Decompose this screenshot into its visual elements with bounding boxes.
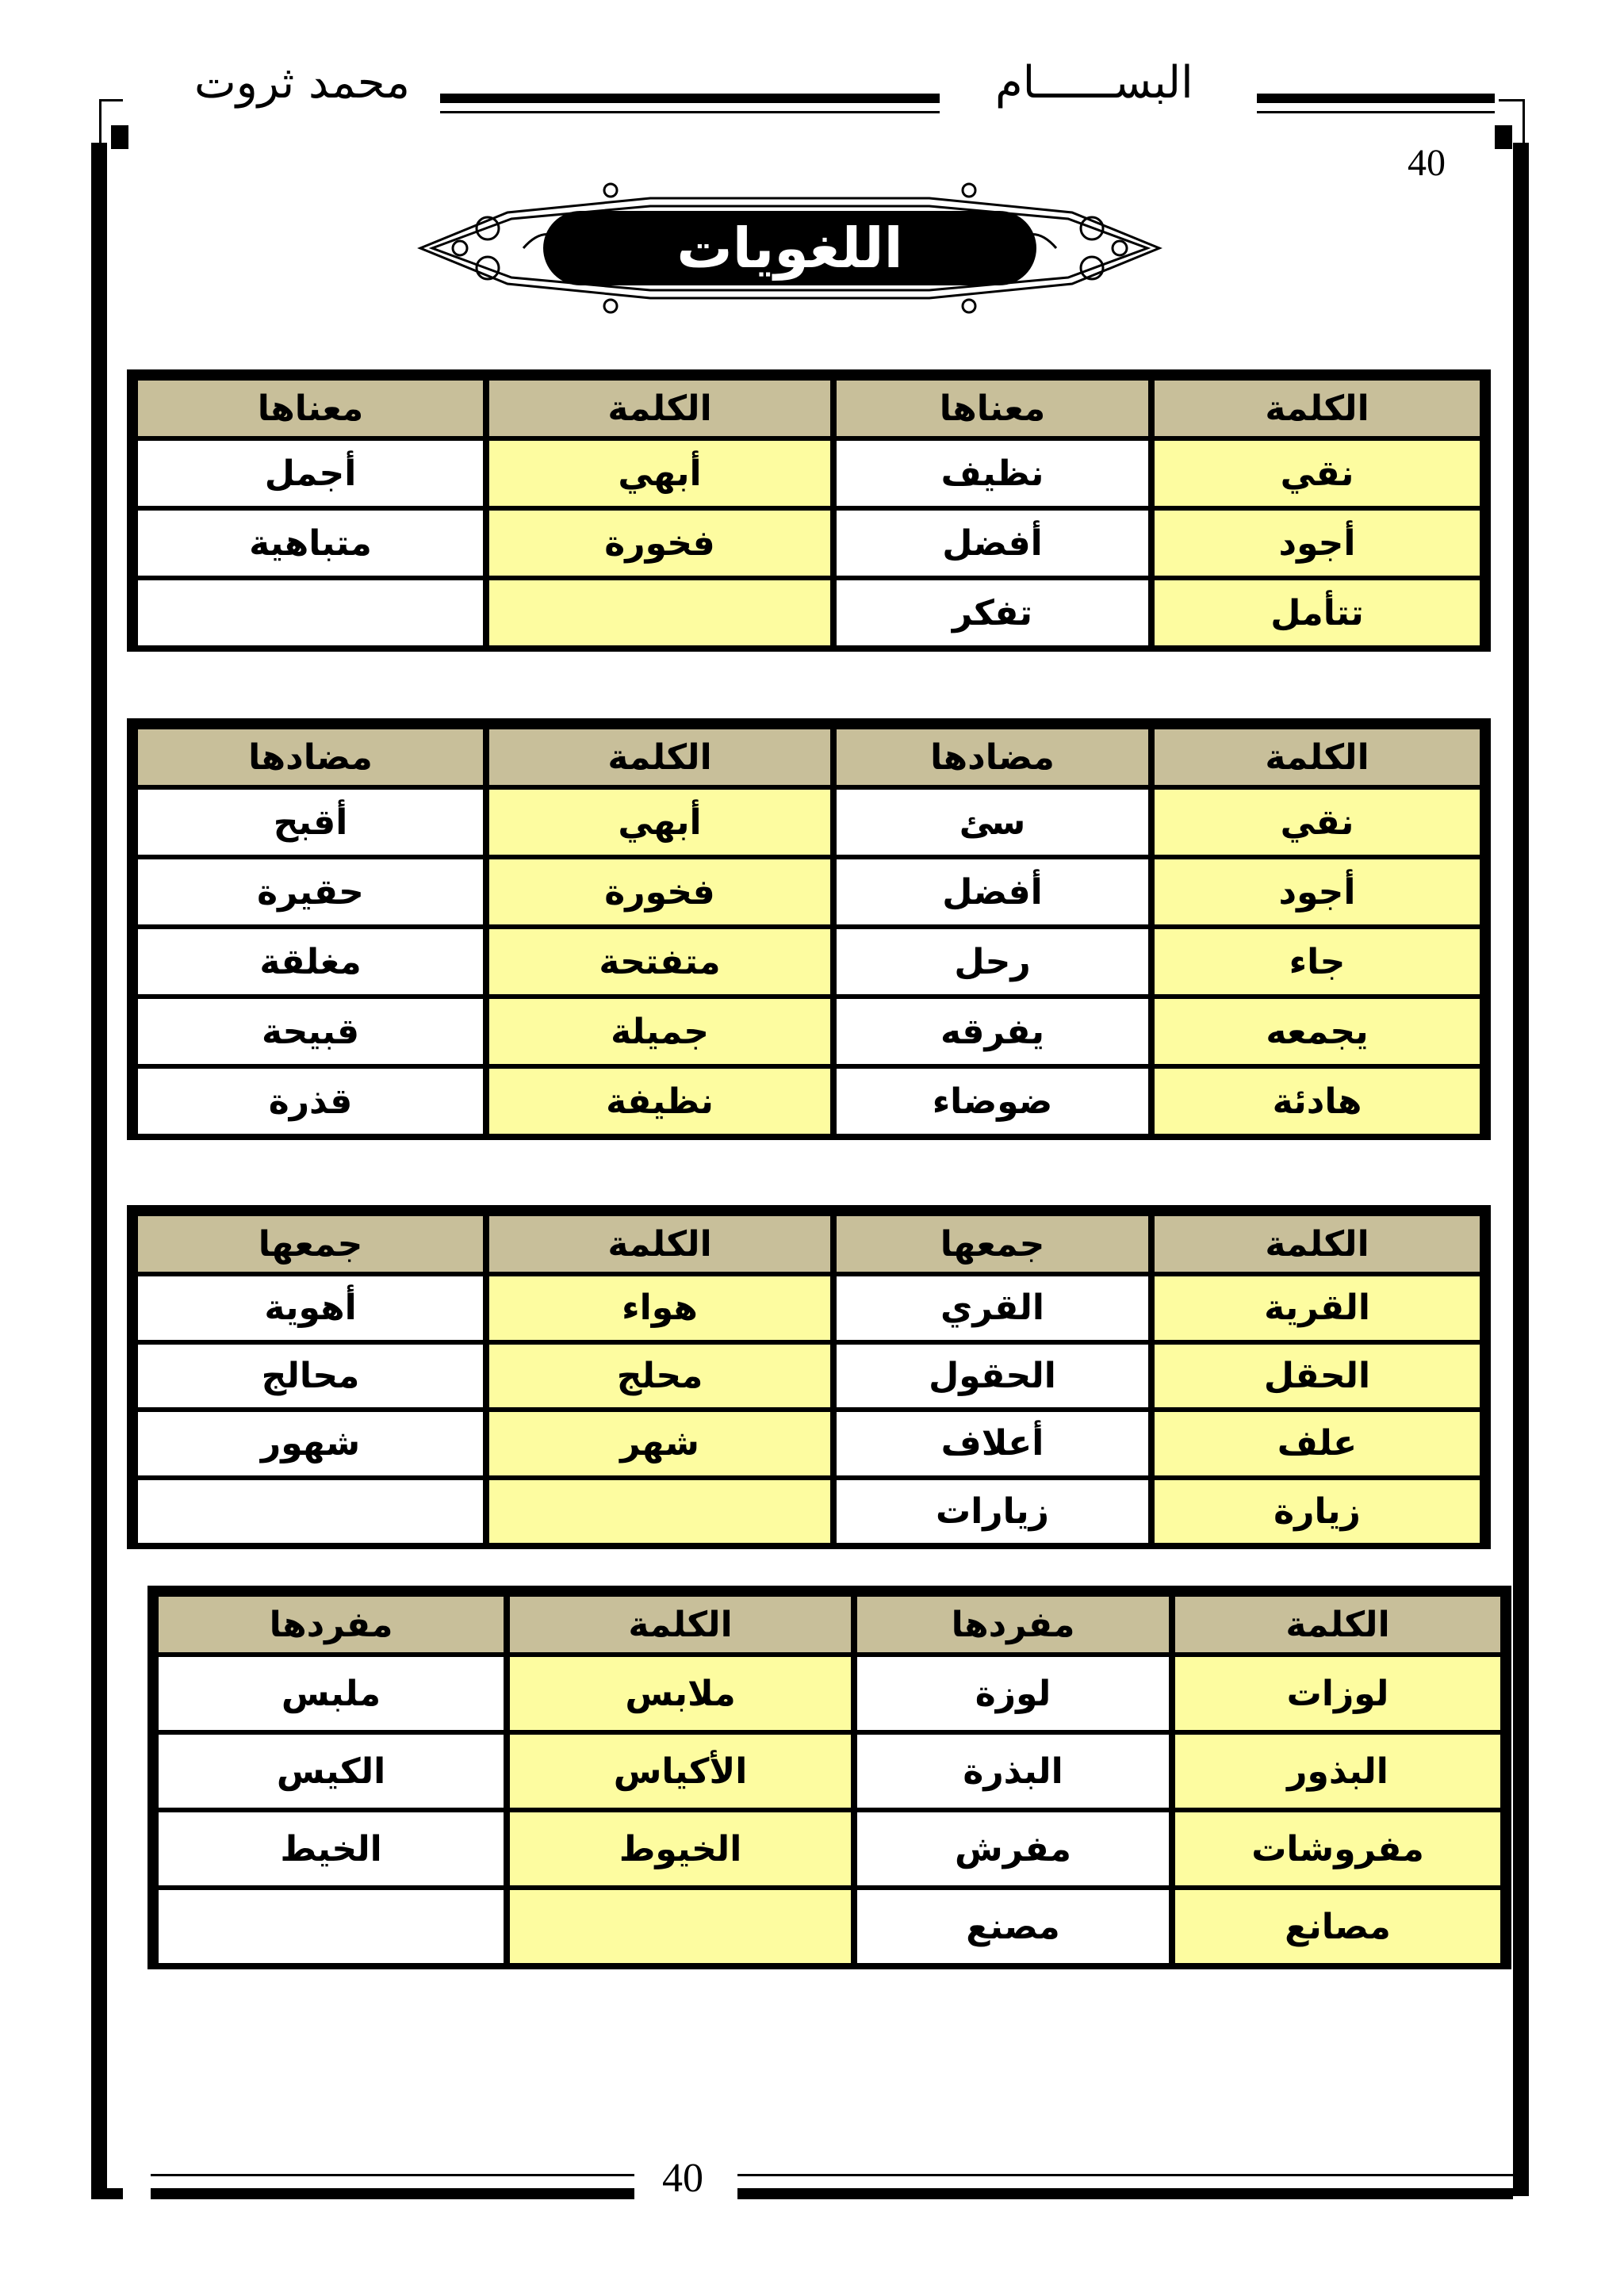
- word-cell: لوزات: [1175, 1657, 1500, 1730]
- opposite-cell: رحل: [837, 929, 1148, 994]
- plural-cell: شهور: [138, 1412, 483, 1475]
- header-rule-left-thin: [440, 111, 940, 113]
- column-header: جمعها: [138, 1216, 483, 1272]
- word-cell: تتأمل: [1155, 580, 1480, 645]
- plural-cell: القري: [837, 1276, 1148, 1340]
- singular-cell: البذرة: [857, 1735, 1169, 1808]
- word-cell: جاء: [1155, 929, 1480, 994]
- word-cell: شهر: [489, 1412, 830, 1475]
- header-rule-right-thin: [1257, 111, 1495, 113]
- word-cell: هادئة: [1155, 1069, 1480, 1134]
- word-cell: [489, 1480, 830, 1544]
- singular-cell: مصنع: [857, 1890, 1169, 1963]
- word-cell: [489, 580, 830, 645]
- word-cell: أبهي: [489, 790, 830, 855]
- word-cell: أجود: [1155, 511, 1480, 576]
- word-cell: جميلة: [489, 999, 830, 1064]
- meaning-cell: أجمل: [138, 441, 483, 506]
- opposite-cell: أقبح: [138, 790, 483, 855]
- word-cell: زيارة: [1155, 1480, 1480, 1544]
- page-number-top: 40: [1408, 142, 1446, 184]
- word-cell: [510, 1890, 851, 1963]
- opposite-cell: مغلقة: [138, 929, 483, 994]
- opposite-cell: يفرقه: [837, 999, 1148, 1064]
- word-cell: فخورة: [489, 511, 830, 576]
- column-header: الكلمة: [489, 729, 830, 785]
- opposite-cell: أفضل: [837, 859, 1148, 924]
- plural-cell: زيارات: [837, 1480, 1148, 1544]
- singular-cell: الكيس: [159, 1735, 504, 1808]
- meaning-cell: متباهية: [138, 511, 483, 576]
- word-cell: مفروشات: [1175, 1812, 1500, 1885]
- word-cell: الحقل: [1155, 1345, 1480, 1408]
- meaning-cell: تفكر: [837, 580, 1148, 645]
- word-cell: الأكياس: [510, 1735, 851, 1808]
- column-header: مضادها: [138, 729, 483, 785]
- word-cell: الخيوط: [510, 1812, 851, 1885]
- header-rule-left: [440, 94, 940, 103]
- word-cell: يجمعه: [1155, 999, 1480, 1064]
- singular-cell: [159, 1890, 504, 1963]
- word-cell: نقي: [1155, 441, 1480, 506]
- word-cell: علف: [1155, 1412, 1480, 1475]
- singular-cell: ملبس: [159, 1657, 504, 1730]
- singular-cell: الخيط: [159, 1812, 504, 1885]
- plural-cell: الحقول: [837, 1345, 1148, 1408]
- column-header: مضادها: [837, 729, 1148, 785]
- word-cell: أجود: [1155, 859, 1480, 924]
- word-cell: نظيفة: [489, 1069, 830, 1134]
- page-number-bottom: 40: [662, 2156, 703, 2201]
- column-header: مفردها: [857, 1597, 1169, 1652]
- column-header: الكلمة: [1175, 1597, 1500, 1652]
- column-header: الكلمة: [1155, 729, 1480, 785]
- meaning-cell: أفضل: [837, 511, 1148, 576]
- word-cell: مصانع: [1175, 1890, 1500, 1963]
- section-title: اللغويات: [676, 216, 903, 281]
- column-header: الكلمة: [489, 1216, 830, 1272]
- plural-cell: أعلاف: [837, 1412, 1148, 1475]
- column-header: معناها: [138, 381, 483, 436]
- opposite-cell: حقيرة: [138, 859, 483, 924]
- header-title: البســــــام: [995, 57, 1193, 109]
- plurals-table: [127, 1205, 1491, 1549]
- singulars-table: [147, 1586, 1511, 1969]
- word-cell: متفتحة: [489, 929, 830, 994]
- column-header: الكلمة: [1155, 1216, 1480, 1272]
- opposite-cell: قذرة: [138, 1069, 483, 1134]
- word-cell: القرية: [1155, 1276, 1480, 1340]
- opposite-cell: قبيحة: [138, 999, 483, 1064]
- plural-cell: أهوية: [138, 1276, 483, 1340]
- column-header: الكلمة: [1155, 381, 1480, 436]
- word-cell: البذور: [1175, 1735, 1500, 1808]
- meanings-table: [127, 369, 1491, 652]
- section-title-banner: [412, 181, 1167, 316]
- column-header: معناها: [837, 381, 1148, 436]
- word-cell: ملابس: [510, 1657, 851, 1730]
- meaning-cell: نظيف: [837, 441, 1148, 506]
- meaning-cell: [138, 580, 483, 645]
- word-cell: محلج: [489, 1345, 830, 1408]
- singular-cell: لوزة: [857, 1657, 1169, 1730]
- word-cell: أبهي: [489, 441, 830, 506]
- singular-cell: مفرش: [857, 1812, 1169, 1885]
- column-header: مفردها: [159, 1597, 504, 1652]
- plural-cell: [138, 1480, 483, 1544]
- word-cell: نقي: [1155, 790, 1480, 855]
- word-cell: هواء: [489, 1276, 830, 1340]
- header-author: محمد ثروت: [194, 57, 410, 109]
- header-rule-right: [1257, 94, 1495, 103]
- column-header: الكلمة: [489, 381, 830, 436]
- word-cell: فخورة: [489, 859, 830, 924]
- column-header: جمعها: [837, 1216, 1148, 1272]
- opposites-table: [127, 718, 1491, 1140]
- column-header: الكلمة: [510, 1597, 851, 1652]
- plural-cell: محالج: [138, 1345, 483, 1408]
- opposite-cell: ضوضاء: [837, 1069, 1148, 1134]
- opposite-cell: سئ: [837, 790, 1148, 855]
